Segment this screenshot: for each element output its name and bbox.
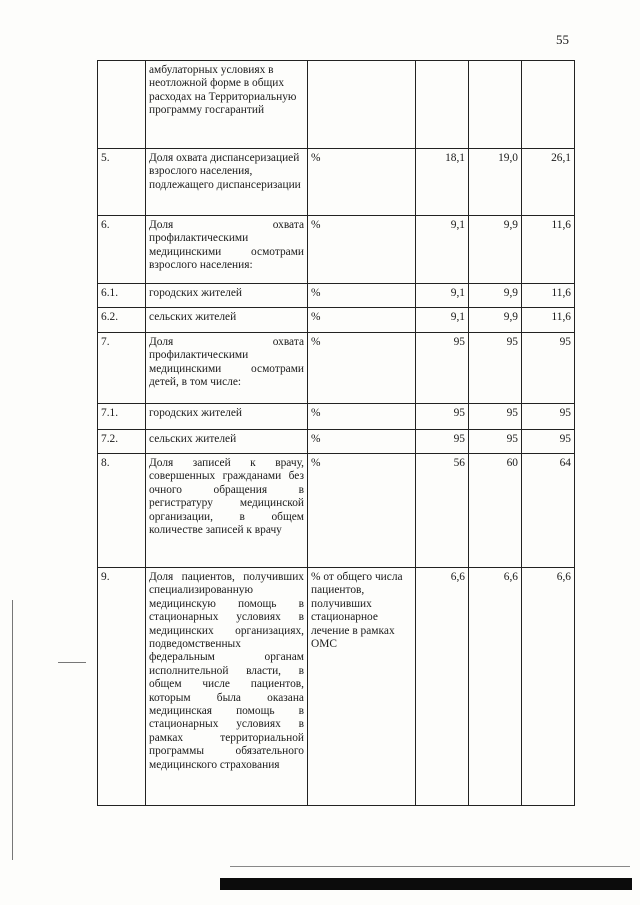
value-2: 95 xyxy=(469,430,522,454)
value-1: 95 xyxy=(416,430,469,454)
table-row xyxy=(98,333,575,404)
row-number: 6. xyxy=(98,216,146,284)
row-number: 7.1. xyxy=(98,404,146,430)
indicators-table xyxy=(97,60,575,806)
value-3: 11,6 xyxy=(522,308,575,333)
row-number: 7.2. xyxy=(98,430,146,454)
unit: % xyxy=(308,284,416,308)
indicator-name: сельских жителей xyxy=(146,308,308,333)
indicator-name: амбулаторных условиях в неотложной форме в общих расходах на Территориальную программу госгарантий xyxy=(146,61,308,149)
table-row xyxy=(98,61,575,149)
row-number: 7. xyxy=(98,333,146,404)
unit: % xyxy=(308,216,416,284)
table-row xyxy=(98,149,575,216)
scan-bottom-bar xyxy=(220,878,632,890)
unit: % xyxy=(308,454,416,568)
table-row xyxy=(98,568,575,806)
row-number: 6.2. xyxy=(98,308,146,333)
table-row xyxy=(98,284,575,308)
indicator-name: городских жителей xyxy=(146,404,308,430)
indicator-name: городских жителей xyxy=(146,284,308,308)
value-1: 6,6 xyxy=(416,568,469,806)
value-3: 11,6 xyxy=(522,216,575,284)
value-1: 9,1 xyxy=(416,284,469,308)
value-3: 11,6 xyxy=(522,284,575,308)
row-number: 8. xyxy=(98,454,146,568)
value-1: 18,1 xyxy=(416,149,469,216)
value-2: 9,9 xyxy=(469,308,522,333)
value-2: 19,0 xyxy=(469,149,522,216)
indicator-name: Доля охвата профилактическими медицинскими осмотрами взрослого населения: xyxy=(146,216,308,284)
page-number: 55 xyxy=(556,32,569,47)
indicator-name: Доля записей к врачу, совершенных гражданами без очного обращения в регистратуру медицинской организации, в общем количестве записей к врачу xyxy=(146,454,308,568)
table-row xyxy=(98,404,575,430)
indicator-name: Доля охвата диспансеризацией взрослого населения, подлежащего диспансеризации xyxy=(146,149,308,216)
unit: % xyxy=(308,308,416,333)
value-2: 6,6 xyxy=(469,568,522,806)
unit: % xyxy=(308,404,416,430)
value-3: 95 xyxy=(522,333,575,404)
indicator-name: Доля пациентов, получивших специализированную медицинскую помощь в стационарных условиях в медицинских организациях, подведомственных федеральным органам исполнительной власти, в общем числе пациентов, которым была оказана медицинская помощь в стационарных условиях в рамках территориальной программы обязательного медицинского страхования xyxy=(146,568,308,806)
value-3: 6,6 xyxy=(522,568,575,806)
value-1: 9,1 xyxy=(416,216,469,284)
row-number: 6.1. xyxy=(98,284,146,308)
value-1: 56 xyxy=(416,454,469,568)
row-number: 5. xyxy=(98,149,146,216)
value-3: 95 xyxy=(522,404,575,430)
value-1: 9,1 xyxy=(416,308,469,333)
value-2: 60 xyxy=(469,454,522,568)
unit: % xyxy=(308,430,416,454)
row-number xyxy=(98,61,146,149)
unit: % xyxy=(308,333,416,404)
unit: % xyxy=(308,149,416,216)
value-3: 26,1 xyxy=(522,149,575,216)
table-row xyxy=(98,430,575,454)
row-number: 9. xyxy=(98,568,146,806)
unit: % от общего числа пациентов, получивших стационарное лечение в рамках ОМС xyxy=(308,568,416,806)
indicator-name: сельских жителей xyxy=(146,430,308,454)
value-2: 95 xyxy=(469,333,522,404)
unit xyxy=(308,61,416,149)
value-3: 95 xyxy=(522,430,575,454)
table-row xyxy=(98,216,575,284)
table-row xyxy=(98,454,575,568)
scan-bottom-rule xyxy=(230,866,630,867)
scan-margin-line xyxy=(12,600,13,860)
table-row xyxy=(98,308,575,333)
indicator-name: Доля охвата профилактическими медицинскими осмотрами детей, в том числе: xyxy=(146,333,308,404)
value-3: 64 xyxy=(522,454,575,568)
value-2: 9,9 xyxy=(469,284,522,308)
value-1: 95 xyxy=(416,404,469,430)
value-3 xyxy=(522,61,575,149)
value-2: 9,9 xyxy=(469,216,522,284)
value-1: 95 xyxy=(416,333,469,404)
value-2 xyxy=(469,61,522,149)
scan-margin-dash xyxy=(58,662,86,663)
value-2: 95 xyxy=(469,404,522,430)
value-1 xyxy=(416,61,469,149)
